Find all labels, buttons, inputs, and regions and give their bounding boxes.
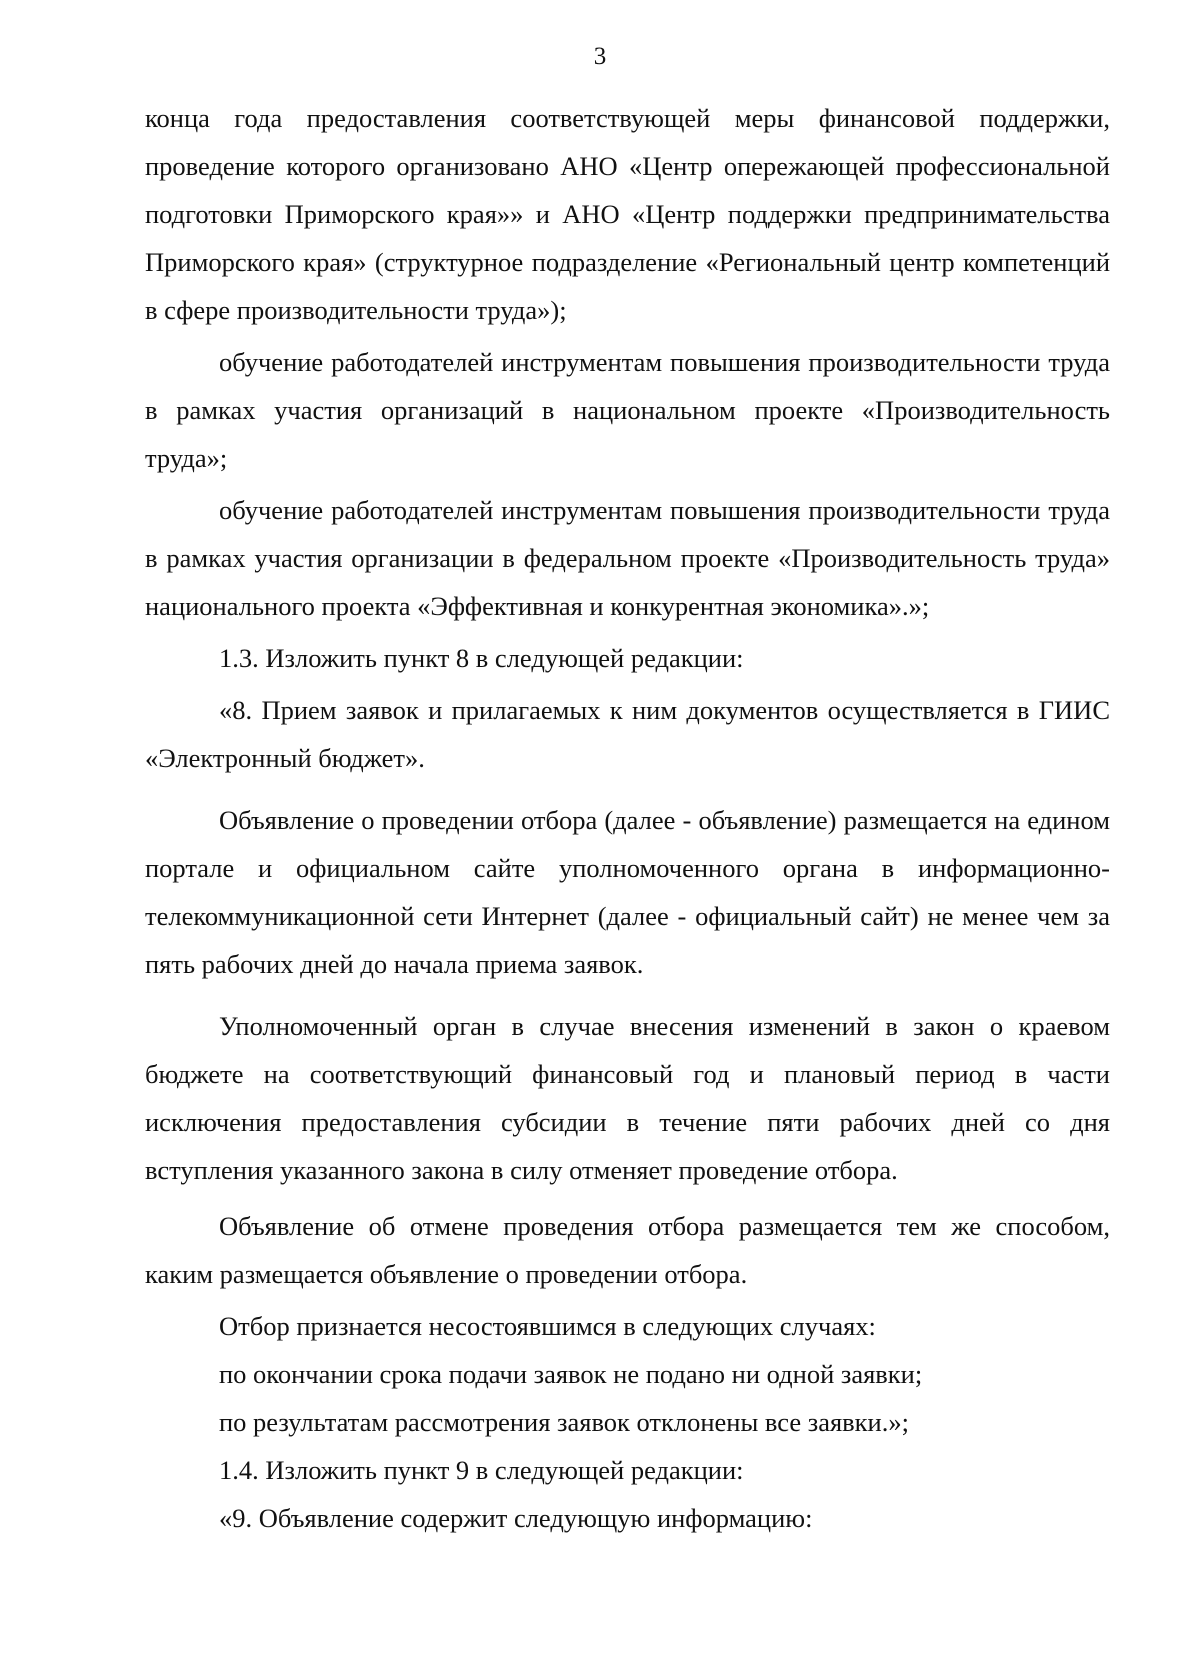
paragraph-continuation: конца года предоставления соответствующей меры финансовой поддержки, проведение которого организовано АНО «Центр опережающей профессиональной подготовки Приморского края»» и АНО «Центр поддержки предпринимательства Приморского края» (структурное подразделение «Региональный центр компетенций в сфере производительности труда»); (145, 103, 1110, 325)
paragraph-cancellation-announcement: Объявление об отмене проведения отбора размещается тем же способом, каким размещается объявление о проведении отбора. (145, 1211, 1110, 1289)
paragraph-item-8: «8. Прием заявок и прилагаемых к ним документов осуществляется в ГИИС «Электронный бюджет». (145, 695, 1110, 773)
paragraph-training-national-project: обучение работодателей инструментам повышения производительности труда в рамках участия организаций в национальном проекте «Производительность труда»; (145, 347, 1110, 473)
paragraph-item-9: «9. Объявление содержит следующую информацию: (219, 1503, 813, 1533)
paragraph-clause-1-3: 1.3. Изложить пункт 8 в следующей редакции: (219, 643, 744, 673)
paragraph-training-federal-project: обучение работодателей инструментам повышения производительности труда в рамках участия организации в федеральном проекте «Производительность труда» национального проекта «Эффективная и конкурентная экономика».»; (145, 495, 1110, 621)
paragraph-announcement: Объявление о проведении отбора (далее - объявление) размещается на едином портале и официальном сайте уполномоченного органа в информационно-телекоммуникационной сети Интернет (далее - официальный сайт) не менее чем за пять рабочих дней до начала приема заявок. (145, 805, 1110, 979)
paragraph-all-rejected: по результатам рассмотрения заявок отклонены все заявки.»; (219, 1407, 909, 1437)
paragraph-failed-selection: Отбор признается несостоявшимся в следующих случаях: (219, 1311, 876, 1341)
page-number: 3 (593, 43, 607, 70)
paragraph-no-applications: по окончании срока подачи заявок не подано ни одной заявки; (219, 1359, 923, 1389)
document-body (145, 94, 1110, 1542)
paragraph-clause-1-4: 1.4. Изложить пункт 9 в следующей редакции: (219, 1455, 744, 1485)
paragraph-cancellation: Уполномоченный орган в случае внесения изменений в закон о краевом бюджете на соответствующий финансовый год и плановый период в части исключения предоставления субсидии в течение пяти рабочих дней со дня вступления указанного закона в силу отменяет проведение отбора. (145, 1011, 1110, 1185)
